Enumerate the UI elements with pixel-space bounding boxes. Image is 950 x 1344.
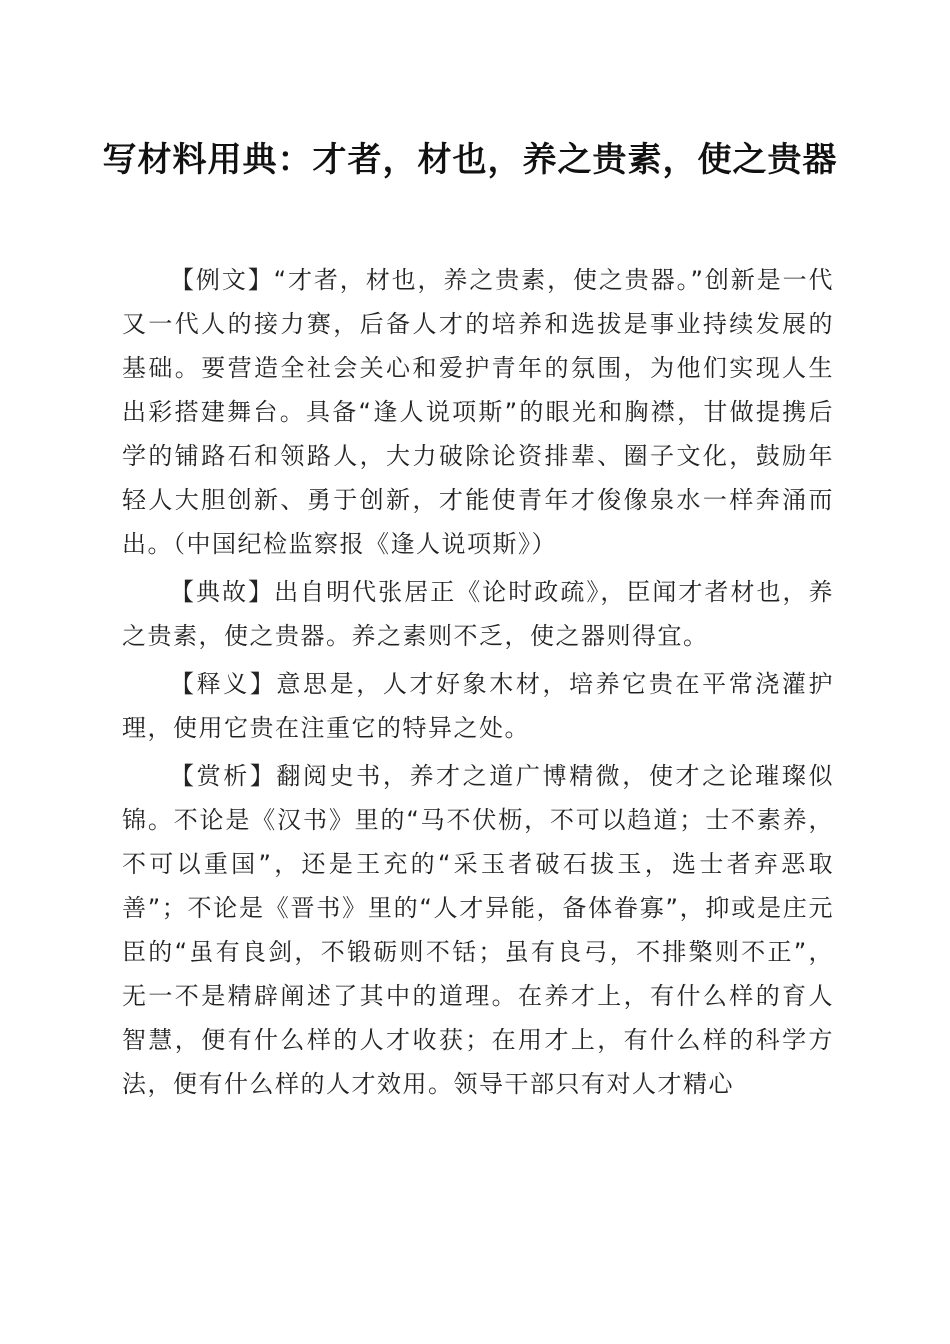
paragraph-tag: 【典故】	[170, 578, 275, 606]
paragraph-text: 意思是，人才好象木材，培养它贵在平常浇灌护理，使用它贵在注重它的特异之处。	[122, 670, 835, 742]
paragraph-tag: 【释义】	[170, 670, 277, 698]
paragraph-tag: 【赏析】	[170, 762, 277, 790]
paragraph-meaning	[122, 662, 834, 750]
paragraph-appreciation	[122, 754, 834, 1106]
paragraph-tag: 【例文】	[170, 266, 274, 294]
document-title: 写材料用典：才者，材也，养之贵素，使之贵器	[102, 140, 838, 180]
document-body	[122, 258, 834, 1106]
paragraph-text: “才者，材也，养之贵素，使之贵器。”创新是一代又一代人的接力赛，后备人才的培养和选拔是事业持续发展的基础。要营造全社会关心和爱护青年的氛围，为他们实现人生出彩搭建舞台。具备“逢人说项斯”的眼光和胸襟，甘做提携后学的铺路石和领路人，大力破除论资排辈、圈子文化，鼓励年轻人大胆创新、勇于创新，才能使青年才俊像泉水一样奔涌而出。（中国纪检监察报《逢人说项斯》）	[122, 266, 834, 558]
paragraph-example	[122, 258, 834, 566]
paragraph-allusion	[122, 570, 834, 658]
paragraph-text: 出自明代张居正《论时政疏》，臣闻才者材也，养之贵素，使之贵器。养之素则不乏，使之器则得宜。	[122, 578, 835, 650]
paragraph-text: 翻阅史书，养才之道广博精微，使才之论璀璨似锦。不论是《汉书》里的“马不伏枥，不可以趋道；士不素养，不可以重国”，还是王充的“采玉者破石拔玉，选士者弃恶取善”；不论是《晋书》里的“人才异能，备体眷寡”，抑或是庄元臣的“虽有良剑，不锻砺则不铦；虽有良弓，不排檠则不正”，无一不是精辟阐述了其中的道理。在养才上，有什么样的育人智慧，便有什么样的人才收获；在用才上，有什么样的科学方法，便有什么样的人才效用。领导干部只有对人才精心	[122, 762, 835, 1098]
